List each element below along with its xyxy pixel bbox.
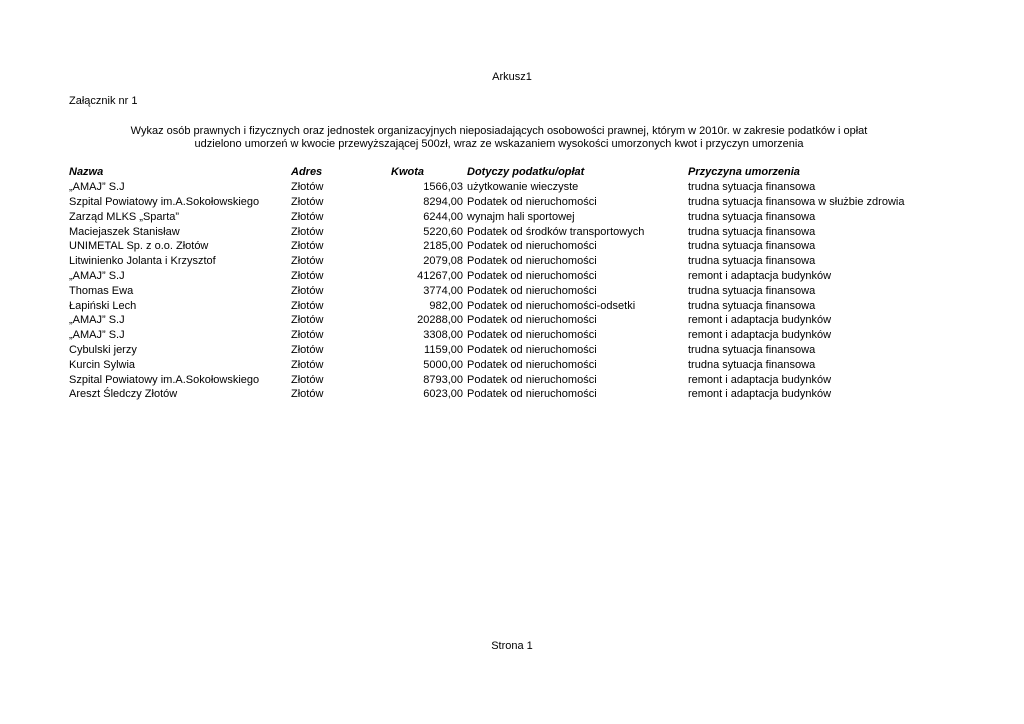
cell-address: Złotów <box>291 255 324 268</box>
table-row <box>67 209 920 224</box>
cell-address: Złotów <box>291 195 324 208</box>
cell-tax: Podatek od nieruchomości <box>467 269 597 282</box>
cell-amount: 1566,03 <box>423 181 463 194</box>
cell-tax: wynajm hali sportowej <box>467 210 575 223</box>
cell-amount: 41267,00 <box>417 269 463 282</box>
cell-address: Złotów <box>291 329 324 342</box>
cell-tax: Podatek od nieruchomości-odsetki <box>467 299 636 312</box>
cell-reason: trudna sytuacja finansowa <box>688 358 816 371</box>
cell-amount: 2079,08 <box>423 255 463 268</box>
table-row <box>67 283 920 298</box>
cell-name: Szpital Powiatowy im.A.Sokołowskiego <box>69 195 260 208</box>
cell-tax: Podatek od nieruchomości <box>467 388 597 401</box>
header-address: Adres <box>291 166 323 179</box>
cell-reason: trudna sytuacja finansowa <box>688 181 816 194</box>
cell-amount: 5220,60 <box>423 225 463 238</box>
cell-name: Cybulski jerzy <box>69 343 137 356</box>
cell-amount: 6244,00 <box>423 210 463 223</box>
cell-tax: użytkowanie wieczyste <box>467 181 579 194</box>
cell-address: Złotów <box>291 240 324 253</box>
cell-address: Złotów <box>291 269 324 282</box>
cell-name: „AMAJ” S.J <box>69 181 125 194</box>
cell-name: Thomas Ewa <box>69 284 134 297</box>
cell-amount: 6023,00 <box>423 388 463 401</box>
header-name: Nazwa <box>69 166 104 179</box>
header-tax: Dotyczy podatku/opłat <box>467 166 585 179</box>
cell-amount: 3774,00 <box>423 284 463 297</box>
cell-tax: Podatek od nieruchomości <box>467 343 597 356</box>
cell-reason: remont i adaptacja budynków <box>688 314 832 327</box>
cell-name: „AMAJ” S.J <box>69 314 125 327</box>
cell-reason: trudna sytuacja finansowa w służbie zdrowia <box>688 195 905 208</box>
cell-name: UNIMETAL Sp. z o.o. Złotów <box>69 240 209 253</box>
cell-tax: Podatek od nieruchomości <box>467 373 597 386</box>
header-reason: Przyczyna umorzenia <box>688 166 800 179</box>
cell-reason: trudna sytuacja finansowa <box>688 225 816 238</box>
table-body <box>67 180 920 402</box>
attachment-label: Załącznik nr 1 <box>69 95 138 107</box>
table-row <box>67 328 920 343</box>
page-footer: Strona 1 <box>491 640 533 652</box>
cell-name: Zarząd MLKS „Sparta” <box>69 210 180 223</box>
cell-amount: 8793,00 <box>423 373 463 386</box>
cell-amount: 20288,00 <box>417 314 463 327</box>
cell-address: Złotów <box>291 299 324 312</box>
cell-reason: trudna sytuacja finansowa <box>688 210 816 223</box>
cell-address: Złotów <box>291 388 324 401</box>
intro-line-1: Wykaz osób prawnych i fizycznych oraz jednostek organizacyjnych nieposiadających osobowości prawnej, którym w 2010r. w zakresie podatków i opłat <box>130 125 868 137</box>
cell-address: Złotów <box>291 210 324 223</box>
sheet-title: Arkusz1 <box>492 71 532 83</box>
cell-amount: 8294,00 <box>423 195 463 208</box>
table-row <box>67 180 920 195</box>
cell-reason: remont i adaptacja budynków <box>688 373 832 386</box>
cell-amount: 982,00 <box>429 299 463 312</box>
cell-amount: 1159,00 <box>424 343 463 356</box>
intro-text <box>69 125 929 151</box>
cell-address: Złotów <box>291 225 324 238</box>
cell-amount: 5000,00 <box>423 358 463 371</box>
table-row <box>67 224 920 239</box>
cell-tax: Podatek od nieruchomości <box>467 314 597 327</box>
cell-name: Kurcin Sylwia <box>69 358 136 371</box>
cell-address: Złotów <box>291 314 324 327</box>
table-row <box>67 372 920 387</box>
cell-name: Litwinienko Jolanta i Krzysztof <box>69 255 216 268</box>
cell-reason: trudna sytuacja finansowa <box>688 255 816 268</box>
cell-amount: 3308,00 <box>423 329 463 342</box>
cell-reason: remont i adaptacja budynków <box>688 388 832 401</box>
cell-name: Areszt Śledczy Złotów <box>69 388 178 401</box>
cell-address: Złotów <box>291 181 324 194</box>
cell-tax: Podatek od nieruchomości <box>467 284 597 297</box>
table-row <box>67 343 920 358</box>
cell-reason: trudna sytuacja finansowa <box>688 240 816 253</box>
table-row <box>67 239 920 254</box>
cell-reason: remont i adaptacja budynków <box>688 269 832 282</box>
cell-reason: trudna sytuacja finansowa <box>688 343 816 356</box>
table-row <box>67 298 920 313</box>
table-row <box>67 269 920 284</box>
table-row <box>67 313 920 328</box>
cell-tax: Podatek od nieruchomości <box>467 255 597 268</box>
remission-table <box>67 165 920 402</box>
cell-tax: Podatek od nieruchomości <box>467 195 597 208</box>
cell-reason: trudna sytuacja finansowa <box>688 299 816 312</box>
cell-name: Łapiński Lech <box>69 299 137 312</box>
cell-name: „AMAJ” S.J <box>69 269 125 282</box>
table-row <box>67 254 920 269</box>
intro-line-2: udzielono umorzeń w kwocie przewyższającej 500zł, wraz ze wskazaniem wysokości umorzonych kwot i przyczyn umorzenia <box>194 138 804 150</box>
cell-reason: trudna sytuacja finansowa <box>688 284 816 297</box>
cell-reason: remont i adaptacja budynków <box>688 329 832 342</box>
cell-tax: Podatek od środków transportowych <box>467 225 645 238</box>
table-row <box>67 357 920 372</box>
cell-address: Złotów <box>291 373 324 386</box>
cell-address: Złotów <box>291 358 324 371</box>
cell-tax: Podatek od nieruchomości <box>467 329 597 342</box>
table-header-row <box>67 165 920 180</box>
cell-amount: 2185,00 <box>423 240 463 253</box>
cell-address: Złotów <box>291 343 324 356</box>
cell-name: Szpital Powiatowy im.A.Sokołowskiego <box>69 373 260 386</box>
cell-name: Maciejaszek Stanisław <box>69 225 180 238</box>
cell-name: „AMAJ” S.J <box>69 329 125 342</box>
cell-address: Złotów <box>291 284 324 297</box>
table-row <box>67 387 920 402</box>
cell-tax: Podatek od nieruchomości <box>467 358 597 371</box>
cell-tax: Podatek od nieruchomości <box>467 240 597 253</box>
table-row <box>67 195 920 210</box>
header-amount: Kwota <box>391 166 424 179</box>
